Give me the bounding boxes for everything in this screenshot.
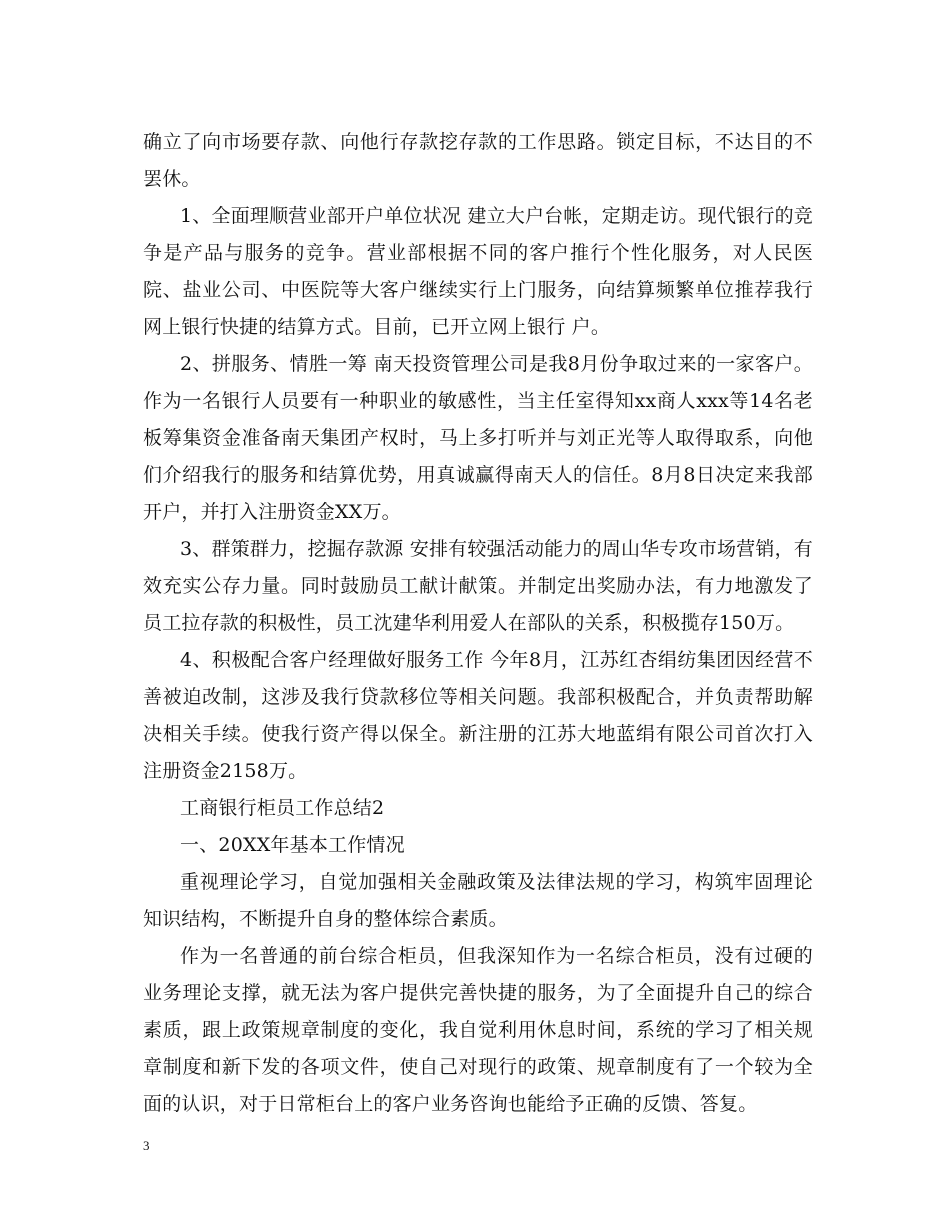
document-body — [143, 124, 813, 1123]
paragraph: 3、群策群力，挖掘存款源 安排有较强活动能力的周山华专攻市场营销，有效充实公存力量。同时鼓励员工献计献策。并制定出奖励办法，有力地激发了员工拉存款的积极性，员工沈建华利用爱人在部队的关系，积极揽存150万。 — [143, 538, 813, 634]
section-heading: 工商银行柜员工作总结2 — [180, 797, 385, 819]
paragraph: 2、拼服务、情胜一筹 南天投资管理公司是我8月份争取过来的一家客户。作为一名银行人员要有一种职业的敏感性，当主任室得知xx商人xxx等14名老板筹集资金准备南天集团产权时，马上多打听并与刘正光等人取得取系，向他们介绍我行的服务和结算优势，用真诚赢得南天人的信任。8月8日决定来我部开户，并打入注册资金XX万。 — [143, 353, 813, 523]
page-number: 3 — [143, 1138, 150, 1153]
paragraph: 确立了向市场要存款、向他行存款挖存款的工作思路。锁定目标，不达目的不罢休。 — [143, 131, 813, 190]
paragraph: 重视理论学习，自觉加强相关金融政策及法律法规的学习，构筑牢固理论知识结构，不断提升自身的整体综合素质。 — [143, 871, 813, 930]
paragraph: 作为一名普通的前台综合柜员，但我深知作为一名综合柜员，没有过硬的业务理论支撑，就无法为客户提供完善快捷的服务，为了全面提升自己的综合素质，跟上政策规章制度的变化，我自觉利用休息时间，系统的学习了相关规章制度和新下发的各项文件，使自己对现行的政策、规章制度有了一个较为全面的认识，对于日常柜台上的客户业务咨询也能给予正确的反馈、答复。 — [143, 945, 813, 1115]
paragraph: 1、全面理顺营业部开户单位状况 建立大户台帐，定期走访。现代银行的竞争是产品与服务的竞争。营业部根据不同的客户推行个性化服务，对人民医院、盐业公司、中医院等大客户继续实行上门服务，向结算频繁单位推荐我行网上银行快捷的结算方式。目前，已开立网上银行 户。 — [143, 205, 813, 338]
paragraph: 4、积极配合客户经理做好服务工作 今年8月，江苏红杏绢纺集团因经营不善被迫改制，这涉及我行贷款移位等相关问题。我部积极配合，并负责帮助解决相关手续。使我行资产得以保全。新注册的江苏大地蓝绢有限公司首次打入注册资金2158万。 — [143, 649, 813, 782]
section-subheading: 一、20XX年基本工作情况 — [180, 834, 405, 856]
